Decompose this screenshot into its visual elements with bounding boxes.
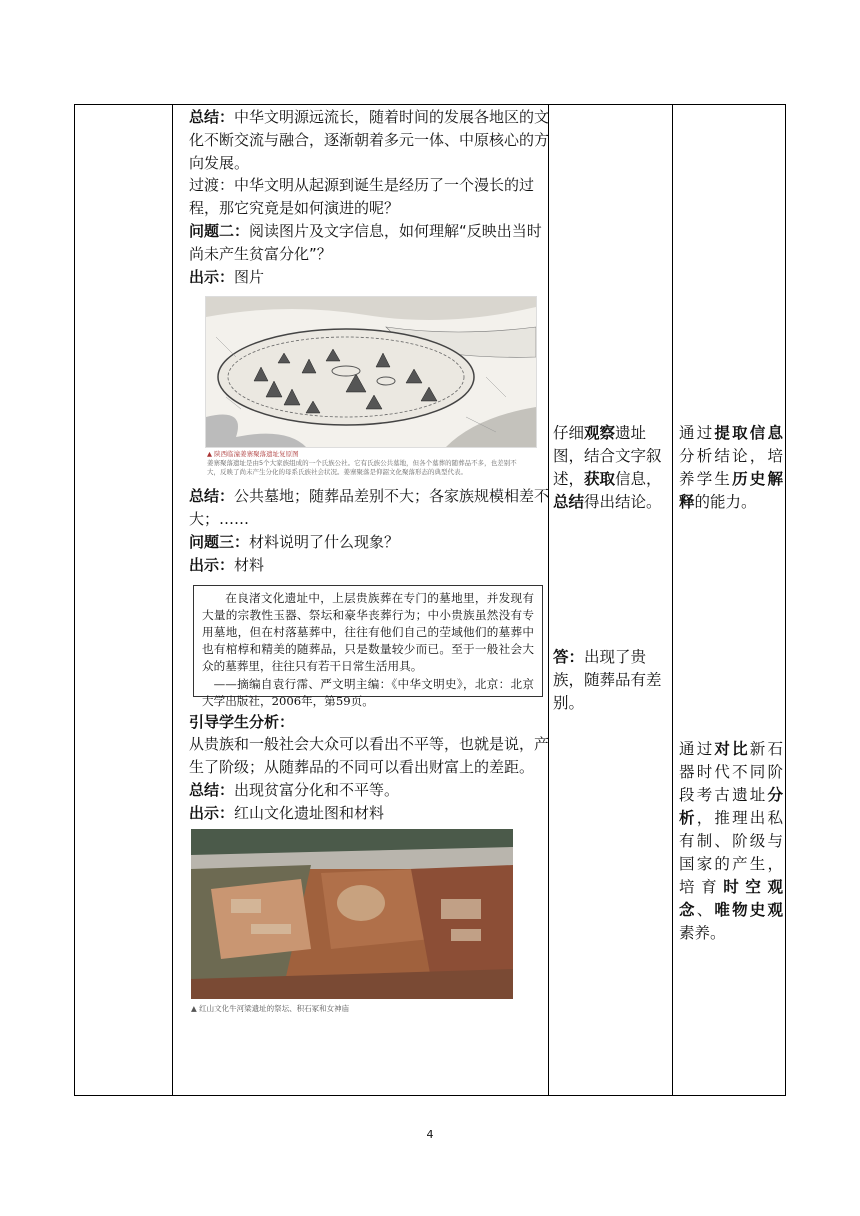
teaching-process-cell — [183, 105, 558, 1014]
show-2: 出示：材料 — [189, 555, 265, 574]
summary-3: 总结：出现贫富分化和不平等。 — [189, 780, 400, 799]
design-intent-1: 通过提取信息分析结论，培养学生历史解释的能力。 — [679, 424, 783, 511]
column-divider — [672, 105, 673, 1095]
column-divider — [172, 105, 173, 1095]
transition-text: 过渡：中华文明从起源到诞生是经历了一个漫长的过程，那它究竟是如何演进的呢？ — [189, 176, 535, 218]
student-answer-2: 答：出现了贵族，随葬品有差别。 — [553, 648, 662, 712]
hongshan-site-photo — [191, 829, 513, 999]
student-activity-1: 仔细观察遗址图，结合文字叙述，获取信息，总结得出结论。 — [553, 424, 662, 511]
summary-1: 总结：中华文明源远流长，随着时间的发展各地区的文化不断交流与融合，逐渐朝着多元一体、中原核心的方向发展。 — [189, 108, 550, 172]
figure-2-caption: ▲ 红山文化牛河梁遗址的祭坛、积石冢和女神庙 — [191, 1003, 350, 1013]
page-number: 4 — [426, 1128, 434, 1141]
question-3: 问题三：材料说明了什么现象？ — [189, 532, 400, 551]
summary-2: 总结：公共墓地；随葬品差别不大；各家族规模相差不大；…… — [189, 487, 550, 529]
lesson-table — [74, 104, 786, 1096]
guide-heading: 引导学生分析： — [189, 712, 295, 731]
show-1: 出示：图片 — [189, 267, 265, 286]
figure-1-caption: ▲ 陕西临潼姜寨聚落遗址复原图 姜寨聚落遗址是由5个大家族组成的一个氏族公社。它有氏族公共墓地，但各个墓葬的随葬品不多，也差别不大，反映了尚未产生分化的母系氏族社会状况。姜寨聚落是仰韶文化聚落形态的典型代表。 — [207, 450, 517, 477]
question-2: 问题二：阅读图片及文字信息，如何理解“反映出当时尚未产生贫富分化”？ — [189, 221, 542, 263]
show-3: 出示：红山文化遗址图和材料 — [189, 803, 385, 822]
design-intent-2: 通过对比新石器时代不同阶段考古遗址分析，推理出私有制、阶级与国家的产生，培育时空观念、唯物史观素养。 — [679, 740, 783, 942]
liangzhu-material-box: 在良渚文化遗址中，上层贵族葬在专门的墓地里，并发现有大量的宗教性玉器、祭坛和豪华丧葬行为；中小贵族虽然没有专用墓地，但在村落墓葬中，往往有他们自己的茔域他们的墓葬中也有棺椁和精美的随葬品，只是数量较少而已。至于一般社会大众的墓葬里，往往只有若干日常生活用具。 ——摘编自袁行霈、严文明主编：《中华文明史》，北京：北京大学出版社，2006年，第59页。 — [193, 585, 543, 697]
jiangzhai-settlement-illustration — [205, 296, 537, 448]
guide-text: 从贵族和一般社会大众可以看出不平等，也就是说，产生了阶级；从随葬品的不同可以看出财富上的差距。 — [189, 735, 550, 777]
